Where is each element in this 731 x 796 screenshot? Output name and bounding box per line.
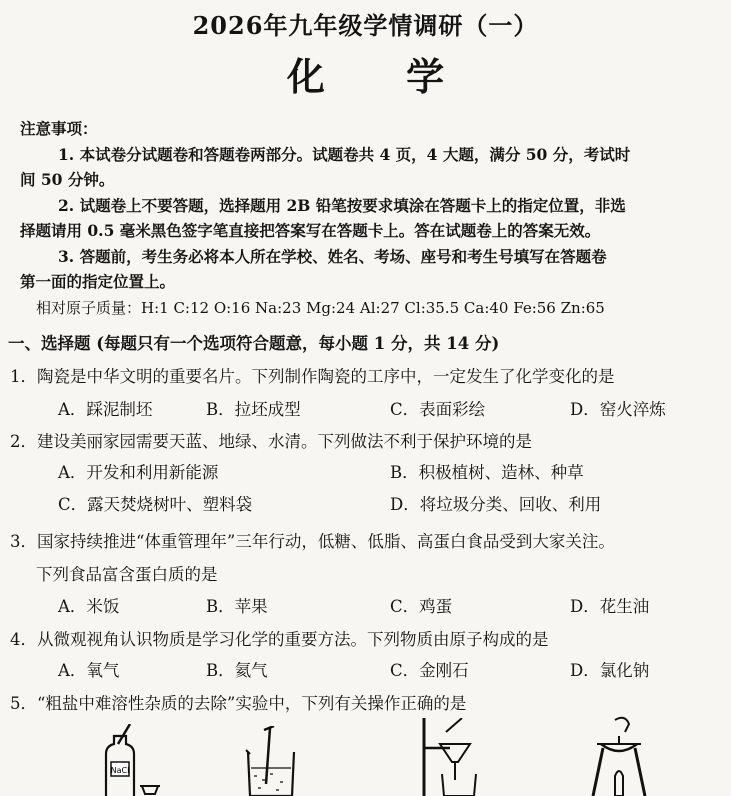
q1-option-c: C．表面彩绘 bbox=[390, 400, 486, 419]
q4-option-d: D．氯化钠 bbox=[570, 661, 650, 680]
q2-option-b: B．积极植树、造林、种草 bbox=[390, 463, 584, 482]
subject-title: 化 学 bbox=[286, 54, 479, 99]
figure-b-beaker-stirring bbox=[240, 726, 300, 796]
question-3-stem-line-2: 下列食品富含蛋白质的是 bbox=[36, 565, 218, 584]
notes-heading: 注意事项： bbox=[20, 119, 98, 138]
q3-option-d: D．花生油 bbox=[570, 597, 650, 616]
figure-c-filtration bbox=[410, 718, 490, 796]
question-1-stem: 1．陶瓷是中华文明的重要名片。下列制作陶瓷的工序中，一定发生了化学变化的是 bbox=[10, 367, 615, 386]
q4-option-a: A．氧气 bbox=[58, 661, 120, 680]
q2-option-a: A．开发和利用新能源 bbox=[58, 463, 219, 482]
q2-option-d: D．将垃圾分类、回收、利用 bbox=[390, 495, 602, 514]
q3-option-c: C．鸡蛋 bbox=[390, 597, 453, 616]
note-2-line-2: 择题请用 0.5 毫米黑色签字笔直接把答案写在答题卡上。答在试题卷上的答案无效。 bbox=[20, 221, 601, 240]
figure-d-evaporation bbox=[585, 714, 655, 796]
q4-option-b: B．氦气 bbox=[206, 661, 268, 680]
q1-option-b: B．拉坯成型 bbox=[206, 400, 301, 419]
note-3-line-1: 3. 答题前，考生务必将本人所在学校、姓名、考场、座号和考生号填写在答题卷 bbox=[58, 247, 607, 266]
exam-title: 2026年九年级学情调研（一） bbox=[192, 11, 539, 40]
q4-option-c: C．金刚石 bbox=[390, 661, 469, 680]
question-5-stem: 5．“粗盐中难溶性杂质的去除”实验中，下列有关操作正确的是 bbox=[10, 694, 467, 713]
section-1-heading: 一、选择题 (每题只有一个选项符合题意，每小题 1 分，共 14 分) bbox=[8, 334, 500, 353]
note-1-line-1: 1. 本试卷分试题卷和答题卷两部分。试题卷共 4 页，4 大题，满分 50 分，考试时 bbox=[58, 145, 631, 164]
question-3-stem-line-1: 3．国家持续推进“体重管理年”三年行动，低糖、低脂、高蛋白食品受到大家关注。 bbox=[10, 532, 615, 551]
q3-option-a: A．米饭 bbox=[58, 597, 120, 616]
note-3-line-2: 第一面的指定位置上。 bbox=[20, 272, 176, 291]
figure-a-reagent-bottle bbox=[92, 724, 172, 796]
q1-option-a: A．踩泥制坯 bbox=[58, 400, 153, 419]
q3-option-b: B．苹果 bbox=[206, 597, 268, 616]
question-2-stem: 2．建设美丽家园需要天蓝、地绿、水清。下列做法不利于保护环境的是 bbox=[10, 432, 532, 451]
q2-option-c: C．露天焚烧树叶、塑料袋 bbox=[58, 495, 253, 514]
nacl-label: NaCl bbox=[110, 766, 130, 775]
note-1-line-2: 间 50 分钟。 bbox=[20, 170, 115, 189]
note-2-line-1: 2. 试题卷上不要答题，选择题用 2B 铅笔按要求填涂在答题卡上的指定位置，非选 bbox=[58, 196, 626, 215]
q1-option-d: D．窑火淬炼 bbox=[570, 400, 666, 419]
atomic-masses: 相对原子质量：H:1 C:12 O:16 Na:23 Mg:24 Al:27 Cl:35.5 Ca:40 Fe:56 Zn:65 bbox=[36, 299, 605, 317]
question-4-stem: 4．从微观视角认识物质是学习化学的重要方法。下列物质由原子构成的是 bbox=[10, 630, 549, 649]
